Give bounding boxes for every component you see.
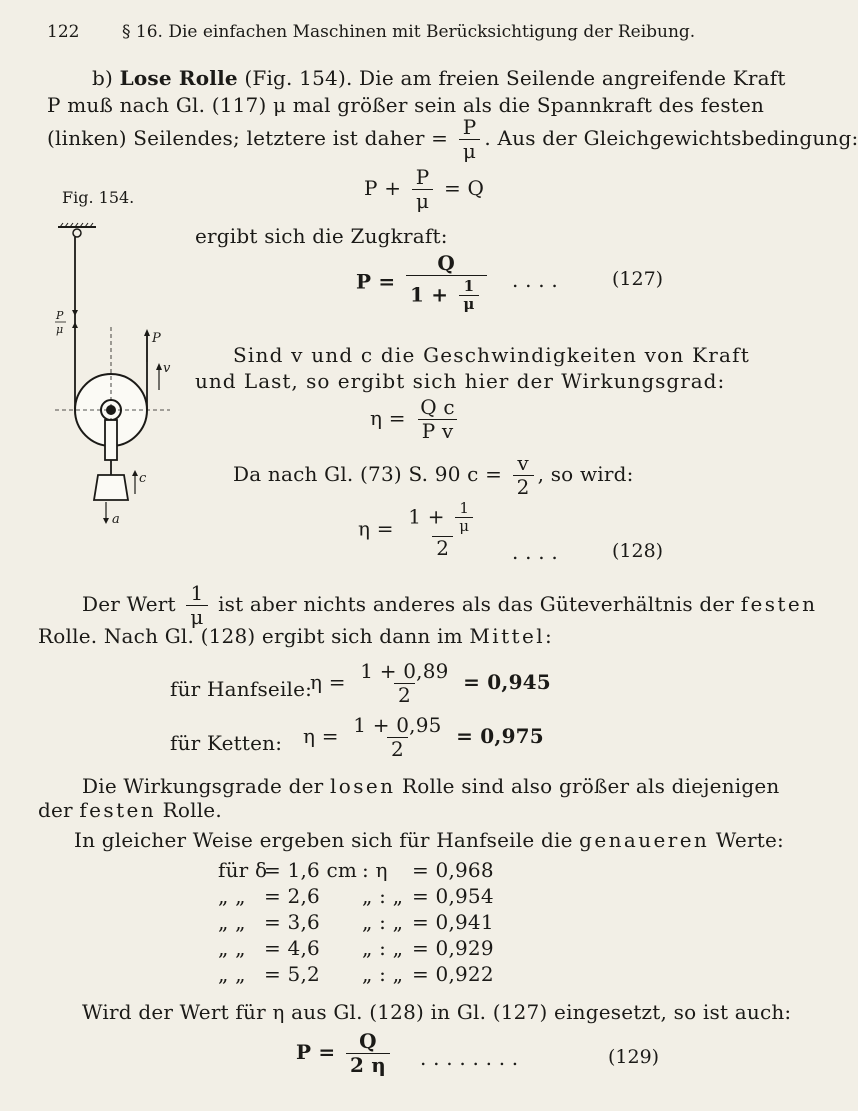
fraction-p-over-mu: $\frac{P}{\mu}$ bbox=[459, 116, 481, 163]
table-row-3-col4: = 0,941 bbox=[412, 910, 494, 934]
para5-line1: Die Wirkungsgrade der losen Rolle sind also größer als diejenigen bbox=[82, 774, 780, 798]
table-row-2-col1: „ „ bbox=[218, 884, 246, 908]
equation-hanfseile: η = $\frac{1 + 0,89}{2}$ = 0,945 bbox=[310, 659, 551, 707]
equation-ketten: η = $\frac{1 + 0,95}{2}$ = 0,975 bbox=[303, 713, 544, 761]
table-row-1-col2: = 1,6 cm bbox=[264, 858, 358, 882]
label-velocity-v: v bbox=[163, 361, 171, 376]
para5-line2: der festen Rolle. bbox=[38, 798, 222, 822]
table-row-1-col3: : η bbox=[362, 858, 388, 882]
table-row-3-col1: „ „ bbox=[218, 910, 246, 934]
table-row-1-col1: für δ bbox=[218, 858, 268, 882]
para3-line: Da nach Gl. (73) S. 90 c = $\frac{v}{2}$ , so wird: bbox=[233, 451, 634, 499]
table-row-4-col3: „ : „ bbox=[362, 936, 404, 960]
label-force-p: P bbox=[152, 331, 161, 346]
figure-caption: Fig. 154. bbox=[62, 188, 135, 207]
para4-line2: Rolle. Nach Gl. (128) ergibt sich dann im Mittel: bbox=[38, 624, 555, 648]
para1-line3: (linken) Seilendes; letztere ist daher = $\frac{P}{\mu}$ . Aus der Gleichgewichtsbedingung: bbox=[47, 115, 858, 163]
para1-line2: P muß nach Gl. (117) μ mal größer sein als die Spannkraft des festen bbox=[47, 93, 765, 117]
equation-128: η = 1 + $\frac{1}{\mu}$ 2 bbox=[358, 500, 485, 560]
table-row-2-col4: = 0,954 bbox=[412, 884, 494, 908]
label-p-over-mu-den: μ bbox=[56, 323, 64, 336]
equation-efficiency: η = $\frac{\text{Q c}}{\text{P v}}$ bbox=[370, 396, 463, 443]
table-row-3-col2: = 3,6 bbox=[264, 910, 320, 934]
eq128-number: (128) bbox=[612, 540, 664, 562]
efficiency-values-table bbox=[218, 858, 512, 986]
table-row-1-col4: = 0,968 bbox=[412, 858, 494, 882]
equation-ketten-label: für Ketten: bbox=[170, 731, 283, 755]
para1-line1: b) Lose Rolle (Fig. 154). Die am freien Seilende angreifende Kraft bbox=[92, 66, 786, 90]
label-p-over-mu-num: P bbox=[56, 309, 64, 322]
label-velocity-c: c bbox=[139, 471, 147, 486]
table-row-4-col4: = 0,929 bbox=[412, 936, 494, 960]
para2-line2: und Last, so ergibt sich hier der Wirkungsgrad: bbox=[195, 369, 726, 393]
equation-equilibrium: P + $\frac{P}{\mu}$ = Q bbox=[364, 165, 485, 213]
para2-line1: Sind v und c die Geschwindigkeiten von Kraft bbox=[233, 343, 750, 367]
equation-hanfseile-label: für Hanfseile: bbox=[170, 677, 313, 701]
eq128-leader-dots: . . . . bbox=[512, 540, 558, 564]
equation-127: P = Q 1 + $\frac{1}{\mu}$ bbox=[356, 252, 491, 314]
table-row-2-col3: „ : „ bbox=[362, 884, 404, 908]
table-row-4-col2: = 4,6 bbox=[264, 936, 320, 960]
equation-129: P = $\frac{Q}{2 \eta}$ bbox=[296, 1030, 394, 1077]
table-row-5-col3: „ : „ bbox=[362, 962, 404, 986]
table-row-4-col1: „ „ bbox=[218, 936, 246, 960]
page-number: 122 bbox=[47, 22, 80, 42]
running-header: § 16. Die einfachen Maschinen mit Berücksichtigung der Reibung. bbox=[122, 22, 696, 42]
text-zugkraft: ergibt sich die Zugkraft: bbox=[195, 224, 448, 248]
table-row-5-col2: = 5,2 bbox=[264, 962, 320, 986]
table-row-5-col4: = 0,922 bbox=[412, 962, 494, 986]
table-row-2-col2: = 2,6 bbox=[264, 884, 320, 908]
loose-pulley-figure bbox=[50, 222, 180, 532]
table-row-3-col3: „ : „ bbox=[362, 910, 404, 934]
label-acceleration-a: a bbox=[112, 512, 120, 527]
para7-line: Wird der Wert für η aus Gl. (128) in Gl. (127) eingesetzt, so ist auch: bbox=[82, 1000, 792, 1024]
eq129-number: (129) bbox=[608, 1046, 660, 1068]
eq127-number: (127) bbox=[612, 268, 664, 290]
para4-line1: Der Wert $\frac{1}{\mu}$ ist aber nichts anderes als das Güteverhältnis der festen bbox=[82, 581, 818, 629]
eq127-leader-dots: . . . . bbox=[512, 268, 558, 292]
eq129-leader-dots: . . . . . . . . bbox=[420, 1046, 519, 1070]
table-row-5-col1: „ „ bbox=[218, 962, 246, 986]
para6-line: In gleicher Weise ergeben sich für Hanfseile die genaueren Werte: bbox=[74, 828, 784, 852]
